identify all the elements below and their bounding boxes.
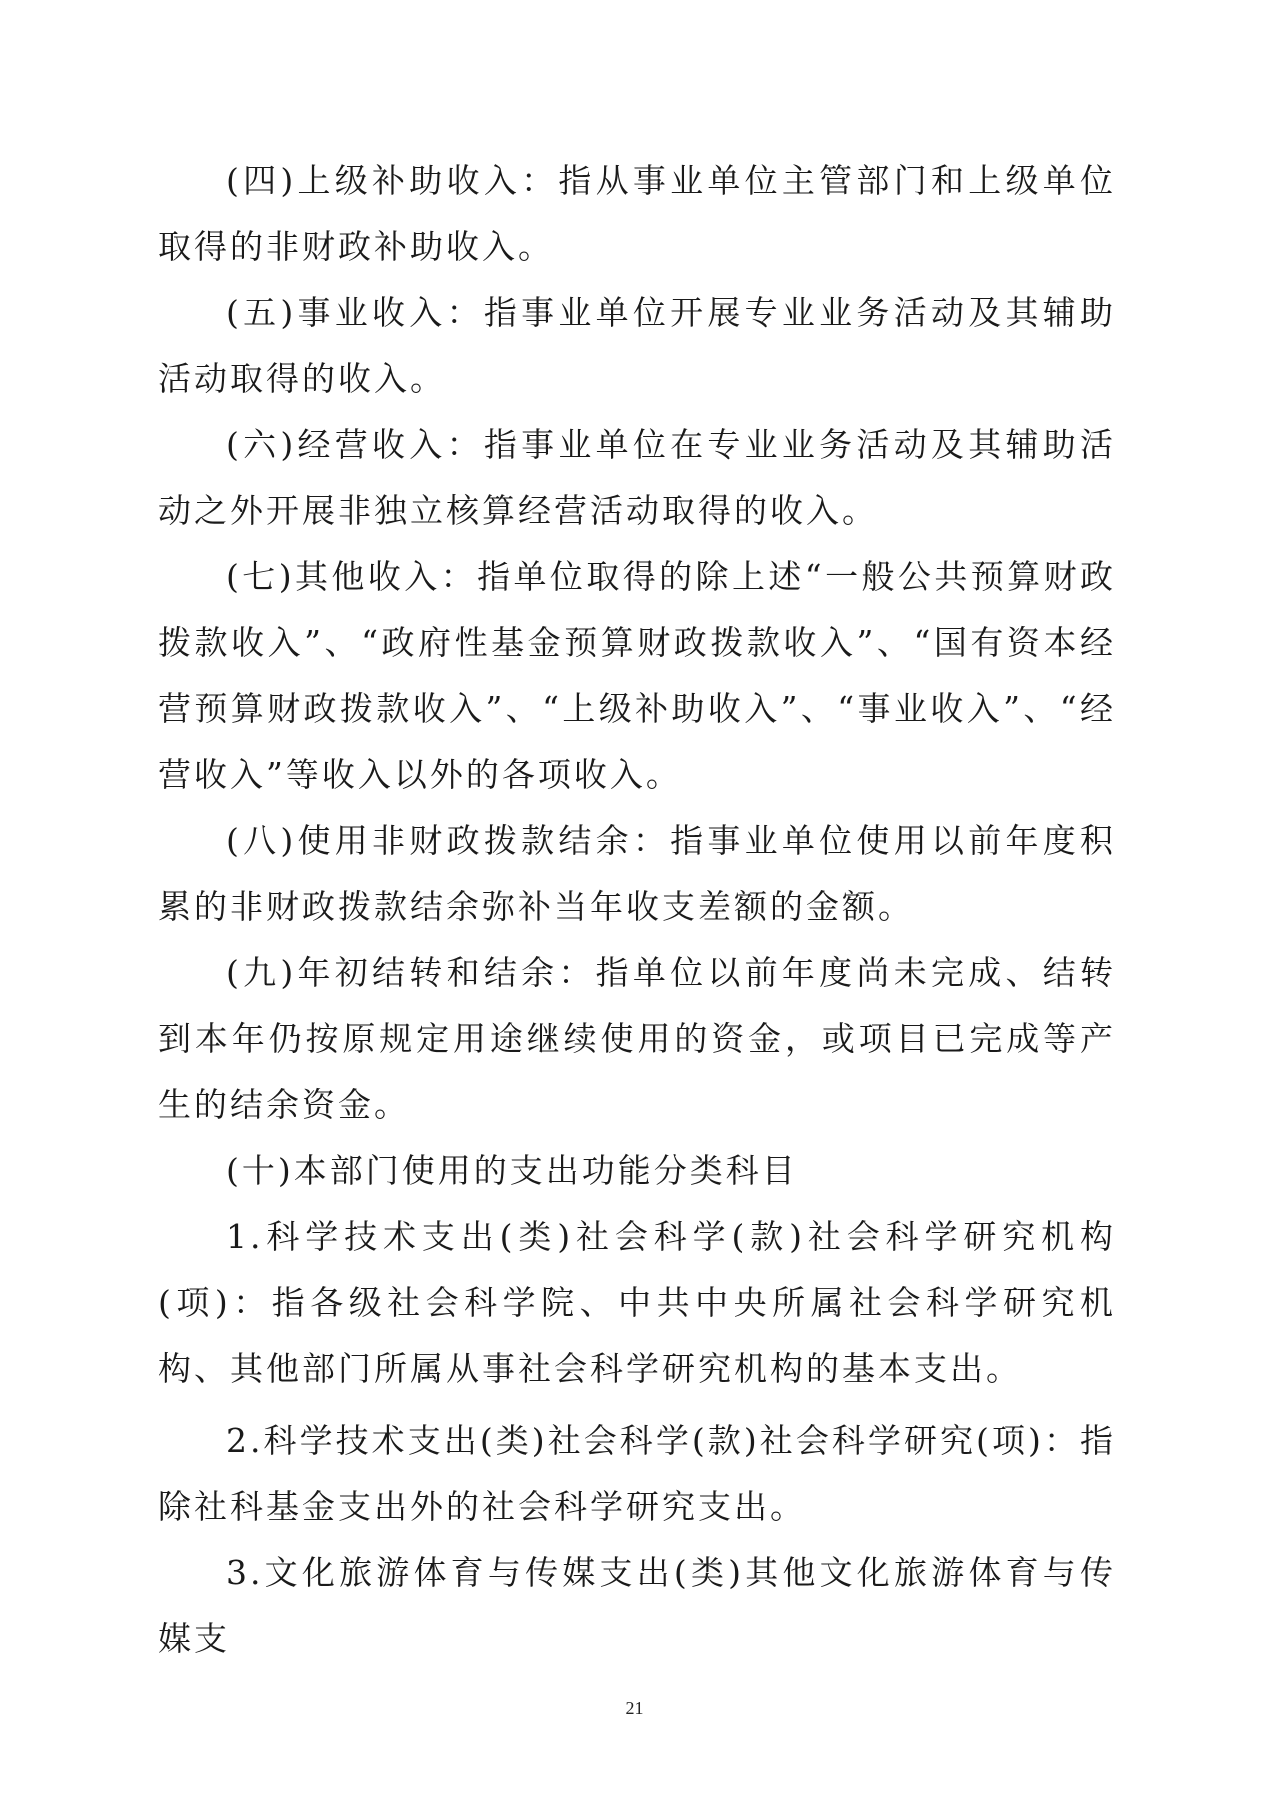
paragraph-superior-subsidy-income: (四)上级补助收入：指从事业单位主管部门和上级单位取得的非财政补助收入。 [158,161,1116,266]
paragraph-business-income: (五)事业收入：指事业单位开展专业业务活动及其辅助活动取得的收入。 [158,293,1116,398]
paragraph-item-2-social-science-research: 2.科学技术支出(类)社会科学(款)社会科学研究(项)：指除社科基金支出外的社会科学研究支出。 [158,1421,1116,1526]
paragraph-item-3-culture-tourism: 3.文化旅游体育与传媒支出(类)其他文化旅游体育与传媒支 [158,1553,1116,1658]
paragraph-expenditure-categories-heading: (十)本部门使用的支出功能分类科目 [226,1151,798,1190]
paragraph-non-fiscal-surplus: (八)使用非财政拨款结余：指事业单位使用以前年度积累的非财政拨款结余弥补当年收支差额的金额。 [158,821,1116,926]
paragraph-carryover-balance: (九)年初结转和结余：指单位以前年度尚未完成、结转到本年仍按原规定用途继续使用的资金，或项目已完成等产生的结余资金。 [158,953,1116,1124]
page-number: 21 [625,1698,644,1718]
page-body [158,148,1116,1672]
paragraph-item-1-research-institutions: 1.科学技术支出(类)社会科学(款)社会科学研究机构(项)：指各级社会科学院、中共中央所属社会科学研究机构、其他部门所属从事社会科学研究机构的基本支出。 [158,1217,1116,1388]
paragraph-operating-income: (六)经营收入：指事业单位在专业业务活动及其辅助活动之外开展非独立核算经营活动取得的收入。 [158,425,1116,530]
paragraph-other-income: (七)其他收入：指单位取得的除上述“一般公共预算财政拨款收入”、“政府性基金预算财政拨款收入”、“国有资本经营预算财政拨款收入”、“上级补助收入”、“事业收入”、“经营收入”等收入以外的各项收入。 [158,557,1116,794]
